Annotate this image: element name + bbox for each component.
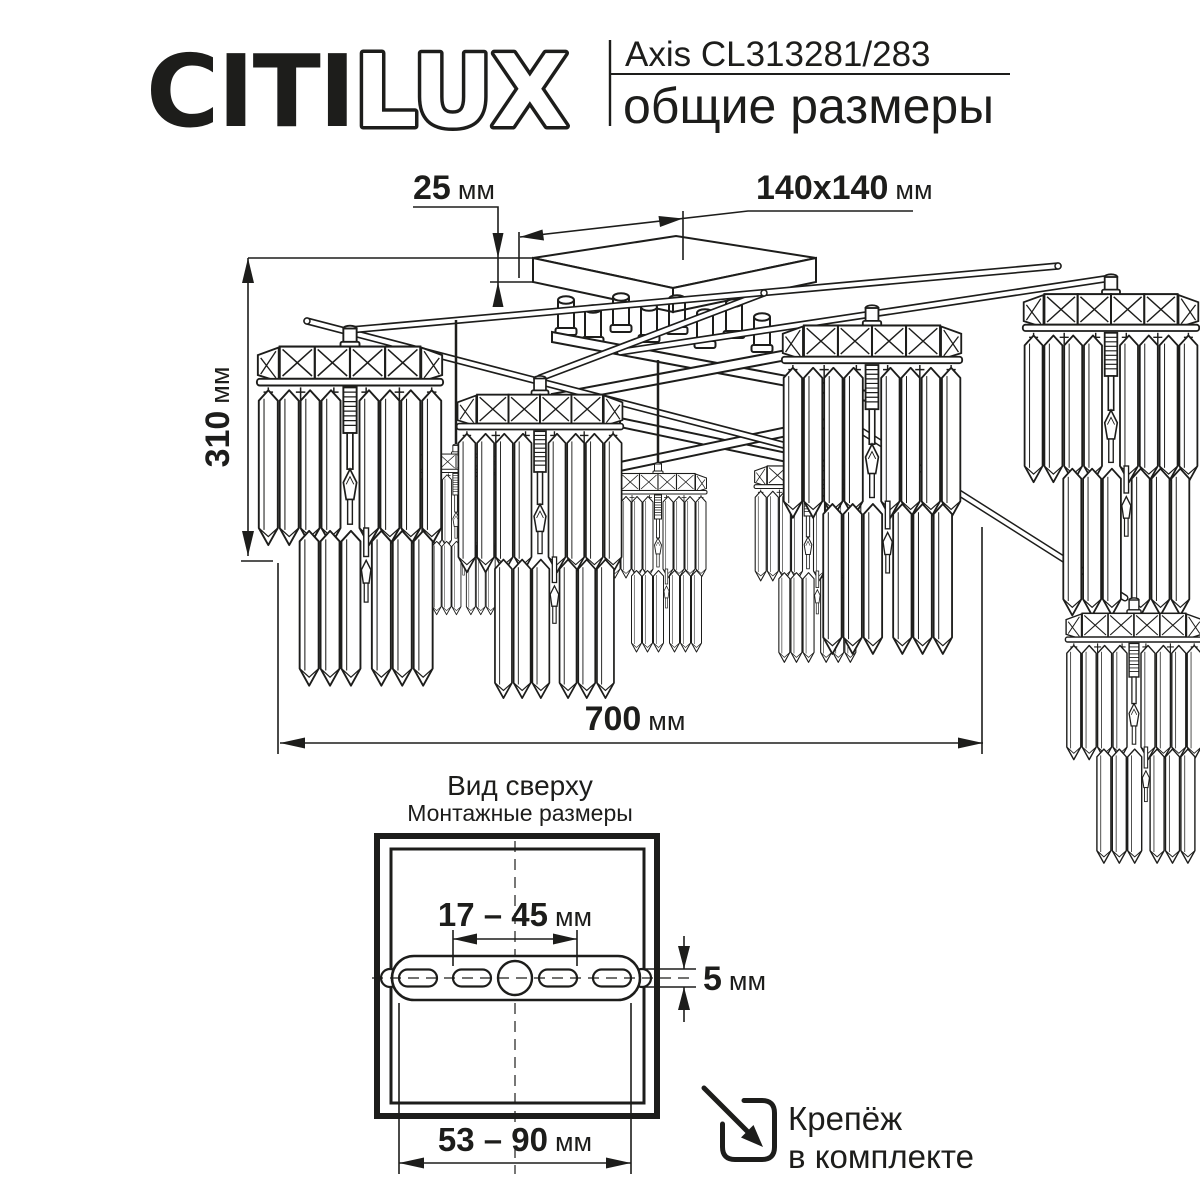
crystal-shade-small bbox=[609, 463, 707, 653]
header bbox=[146, 33, 1010, 150]
dim-canopy-thickness-label: 25 мм bbox=[413, 169, 495, 207]
top-view-subtitle: Монтажные размеры bbox=[407, 800, 633, 826]
crystal-shade-small bbox=[1065, 598, 1200, 863]
top-view-title: Вид сверху bbox=[447, 770, 593, 801]
dim-width-label: 700 мм bbox=[584, 700, 686, 738]
crystal-shade bbox=[457, 376, 624, 698]
dim-canopy-plate-label: 140x140 мм bbox=[756, 169, 933, 207]
dim-height-label: 310мм bbox=[199, 366, 237, 468]
logo-solid-part: CITI bbox=[146, 33, 355, 150]
crystal-shade bbox=[257, 326, 443, 686]
crystal-shade bbox=[1023, 274, 1199, 615]
dim-slot-height-label: 5 мм bbox=[703, 960, 767, 998]
fastener-included-icon bbox=[704, 1088, 775, 1160]
dim-bracket-span-label: 53 – 90 мм bbox=[437, 1121, 593, 1158]
model-title: Axis CL313281/283 bbox=[625, 35, 931, 74]
logo-outline-part: LUX bbox=[354, 33, 567, 150]
dim-keyhole-span-label: 17 – 45 мм bbox=[437, 896, 593, 933]
page-subtitle: общие размеры bbox=[623, 78, 995, 134]
top-view bbox=[372, 770, 766, 1174]
mounting-bracket bbox=[372, 956, 690, 1000]
fastener-note bbox=[704, 1088, 974, 1175]
fastener-note-line2: в комплекте bbox=[788, 1138, 974, 1175]
fastener-note-line1: Крепёж bbox=[788, 1100, 903, 1137]
chandelier-illustration bbox=[257, 236, 1200, 863]
citilux-logo bbox=[146, 33, 567, 150]
